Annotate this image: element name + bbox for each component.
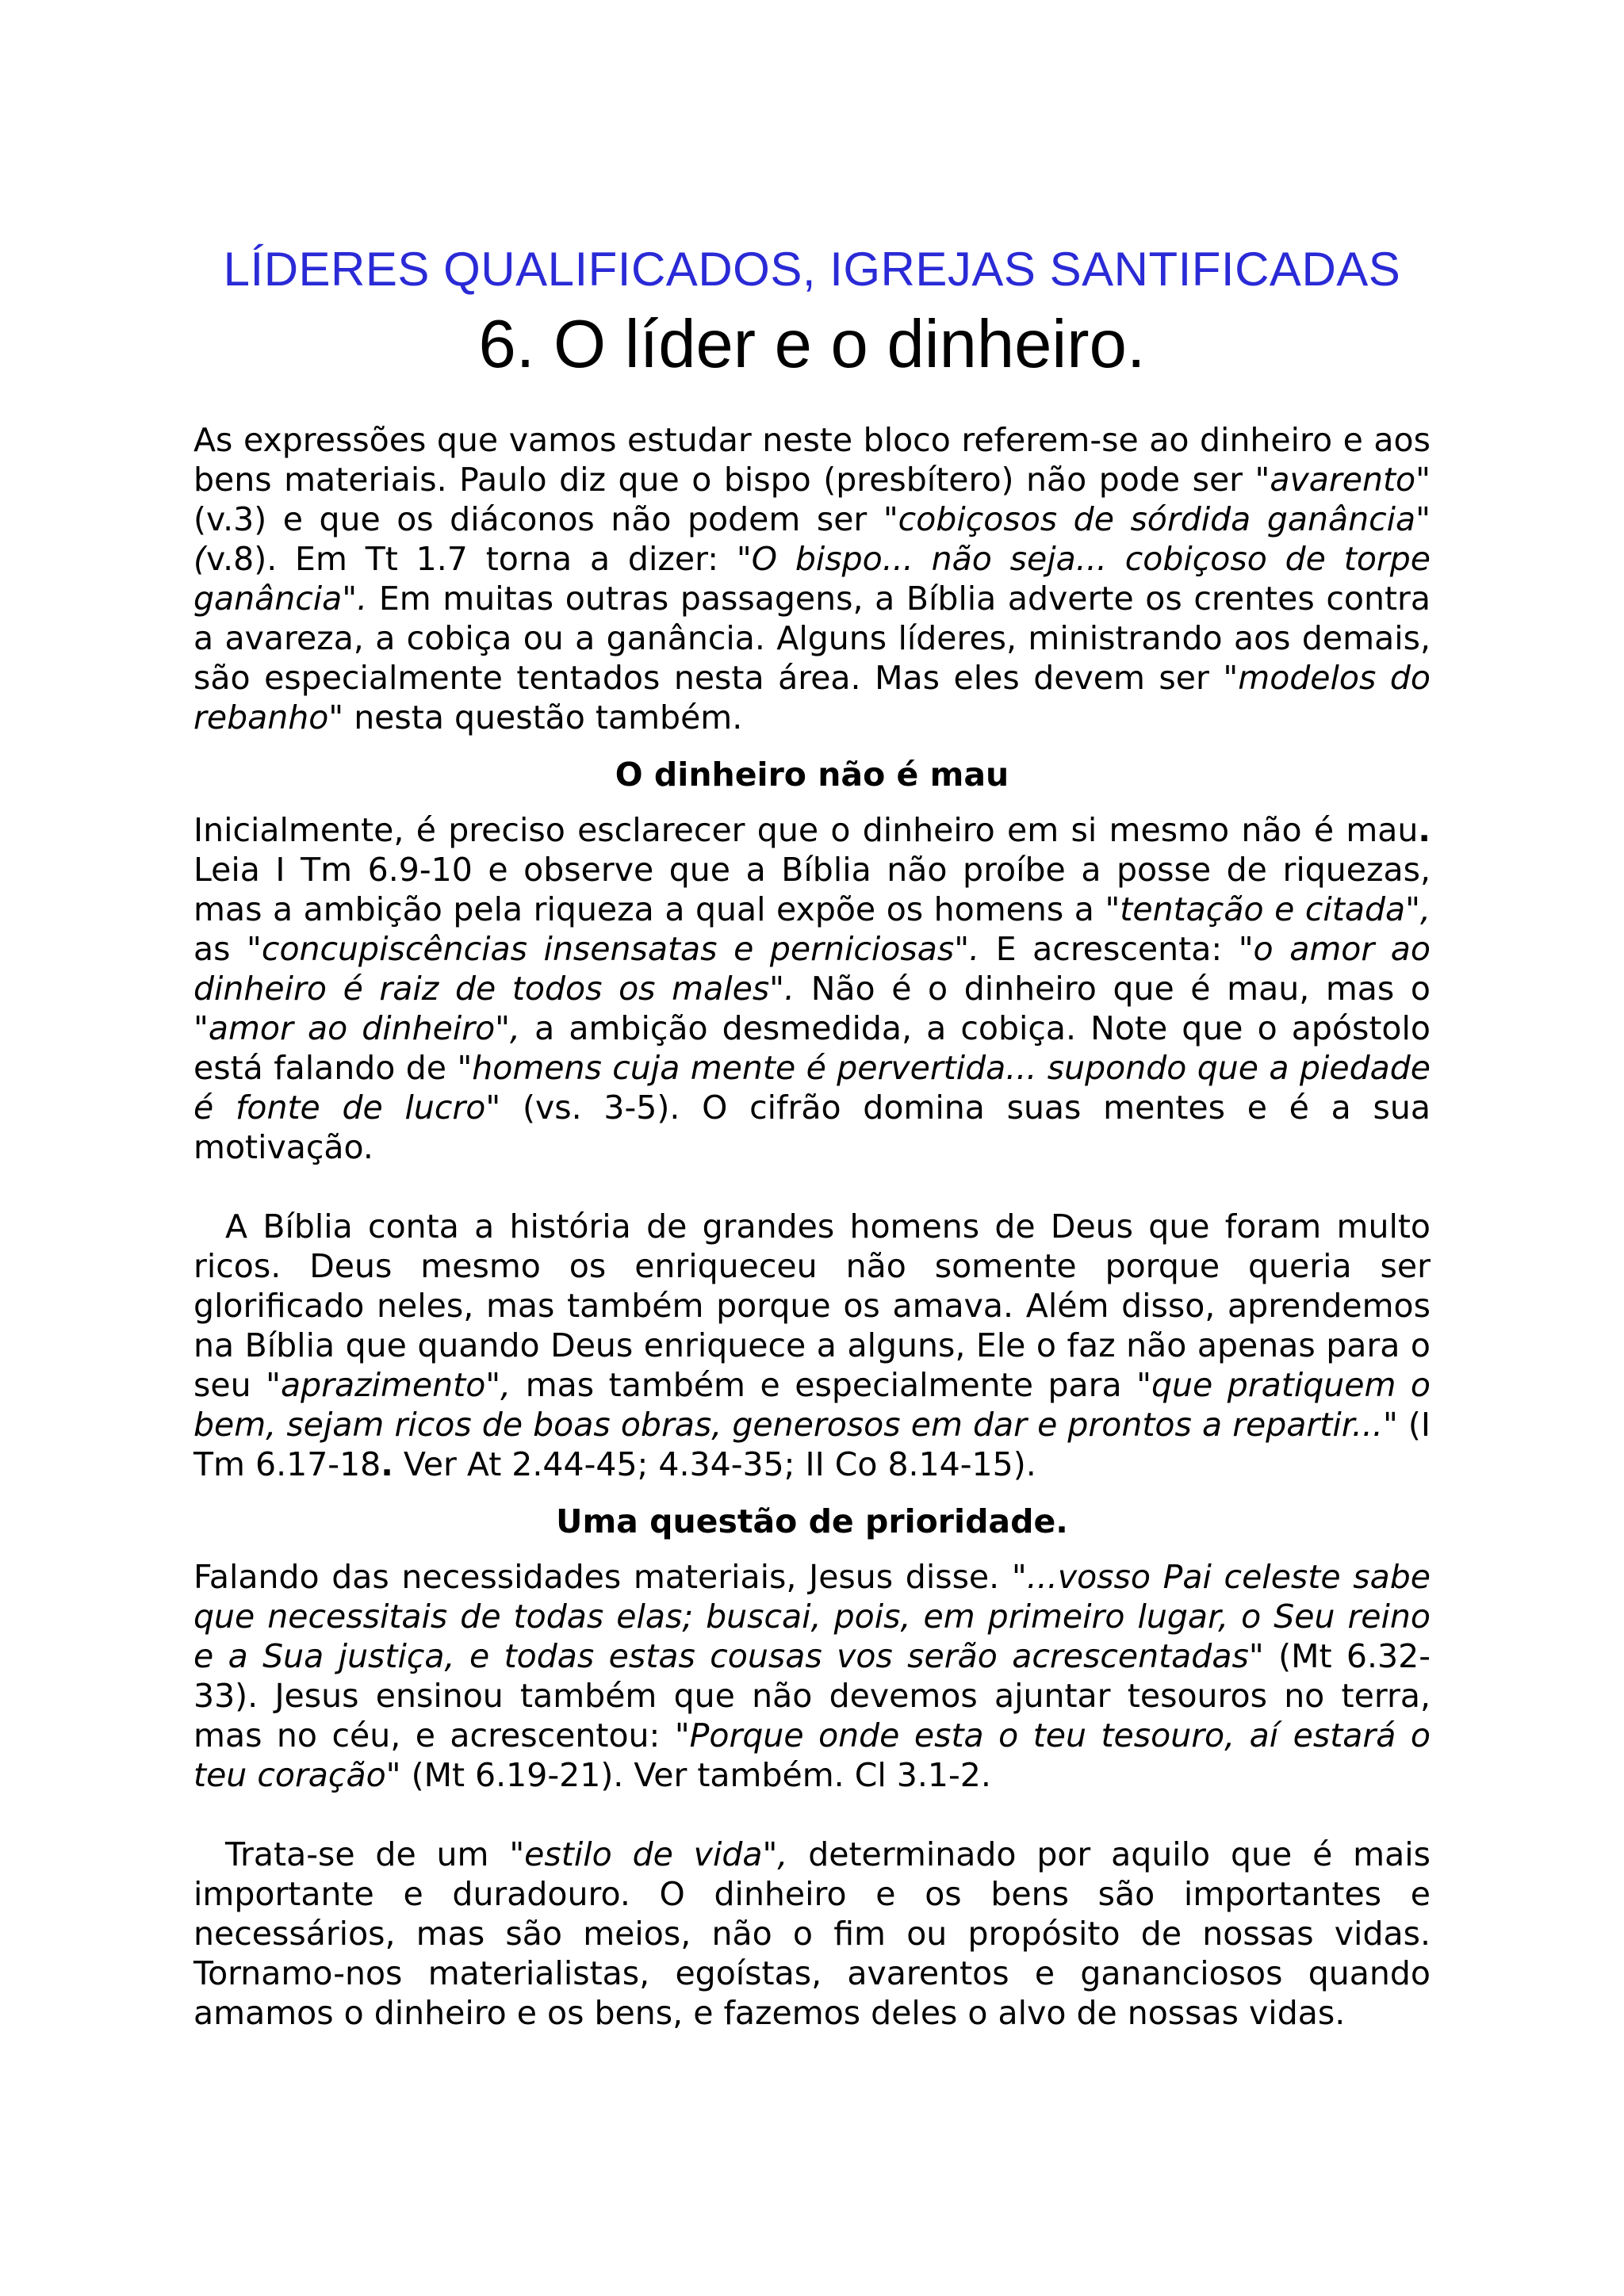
- text-span: (I Tm 6.17-18: [193, 1406, 1431, 1483]
- text-span: Leia I Tm 6.9-10 e observe que a Bíblia não proíbe a posse de riquezas, mas a ambição pela riqueza a qual expõe os homens a: [193, 851, 1431, 928]
- paragraph-gap: [193, 1167, 1431, 1207]
- quote-span: "...vosso Pai celeste sabe que necessitais de todas elas; buscai, pois, em primeiro lugar, o Seu reino e a Sua justiça, e todas estas cousas vos serão acrescentadas: [193, 1558, 1431, 1675]
- quote-span: "concupiscências insensatas e perniciosas".: [247, 930, 980, 968]
- text-span: Inicialmente, é preciso esclarecer que o dinheiro em si mesmo não é mau: [193, 811, 1419, 849]
- quote-span: "o amor ao dinheiro é raiz de todos os males".: [193, 930, 1431, 1008]
- quote-span: "amor ao dinheiro",: [193, 1009, 521, 1047]
- text-span: " (Mt 6.32-33). Jesus ensinou também que não devemos ajuntar tesouros no terra, mas no céu, e acrescentou:: [193, 1637, 1431, 1755]
- lesson-title: 6. O líder e o dinheiro.: [478, 307, 1146, 382]
- text-span: A Bíblia conta a história de grandes homens de Deus que foram multo ricos. Deus mesmo os enriqueceu não somente porque queria ser glorificado neles, mas também porque os amava. Além disso, aprendemos na Bíblia que quando Deus enriquece a alguns, Ele o faz não apenas para o seu: [193, 1207, 1431, 1404]
- quote-span: "homens cuja mente é pervertida... supondo que a piedade é fonte de lucro": [193, 1049, 1431, 1127]
- paragraph-money-not-evil: [193, 810, 1431, 1167]
- section-heading-money-not-evil: O dinheiro não é mau: [615, 756, 1009, 794]
- quote-span: "que pratiquem o bem, sejam ricos de boas obras, generosos em dar e prontos a repartir...": [193, 1366, 1431, 1444]
- quote-span: "modelos do rebanho": [193, 659, 1431, 737]
- text-span: a ambição desmedida, a cobiça. Note que o apóstolo está falando de: [193, 1009, 1431, 1087]
- bold-span: .: [1418, 811, 1431, 849]
- quote-span: "tentação e citada",: [1105, 890, 1431, 928]
- bold-span: .: [381, 1445, 393, 1483]
- paragraph-lifestyle: [193, 1835, 1431, 2033]
- quote-span: "cobiçosos de sórdida ganância" (: [193, 500, 1431, 578]
- text-span: mas também e especialmente para: [511, 1366, 1137, 1404]
- text-span: Não é o dinheiro que é mau, mas o: [795, 970, 1431, 1008]
- quote-span: "O bispo... não seja... cobiçoso de torpe ganância".: [193, 540, 1431, 618]
- paragraph-intro: [193, 420, 1431, 737]
- quote-span: "estilo de vida",: [509, 1835, 788, 1873]
- paragraph-rich-men: [193, 1207, 1431, 1484]
- paragraph-priority: [193, 1557, 1431, 1795]
- text-span: E acrescenta:: [979, 930, 1239, 968]
- text-span: Ver At 2.44-45; 4.34-35; II Co 8.14-15).: [393, 1445, 1036, 1483]
- text-span: Em muitas outras passagens, a Bíblia adverte os crentes contra a avareza, a cobiça ou a ganância. Alguns líderes, ministrando aos demais, são especialmente tentados nesta área. Mas eles devem ser: [193, 580, 1431, 697]
- text-span: as: [193, 930, 247, 968]
- paragraph-gap: [193, 1795, 1431, 1835]
- text-span: nesta questão também.: [343, 698, 743, 737]
- text-span: As expressões que vamos estudar neste bloco referem-se ao dinheiro e aos bens materiais. Paulo diz que o bispo (presbítero) não pode ser ": [193, 421, 1431, 499]
- quote-span: "aprazimento",: [266, 1366, 511, 1404]
- quote-span: avarento": [1270, 461, 1431, 499]
- text-span: Falando das necessidades materiais, Jesus disse.: [193, 1558, 1012, 1596]
- series-title: LÍDERES QUALIFICADOS, IGREJAS SANTIFICADAS: [223, 243, 1401, 296]
- section-heading-priority: Uma questão de prioridade.: [556, 1502, 1068, 1540]
- text-span: determinado por aquilo que é mais importante e duradouro. O dinheiro e os bens são importantes e necessários, mas são meios, não o fim ou propósito de nossas vidas. Tornamo-nos materialistas, egoístas, avarentos e gananciosos quando amamos o dinheiro e os bens, e fazemos deles o alvo de nossas vidas.: [193, 1835, 1431, 2032]
- text-span: (vs. 3-5). O cifrão domina suas mentes e é a sua motivação.: [193, 1089, 1431, 1166]
- text-span: (Mt 6.19-21). Ver também. Cl 3.1-2.: [400, 1756, 991, 1794]
- text-span: v.8). Em Tt 1.7 torna a dizer:: [206, 540, 737, 578]
- text-span: Trata-se de um: [225, 1835, 510, 1873]
- quote-span: "Porque onde esta o teu tesouro, aí estará o teu coração": [193, 1716, 1431, 1794]
- text-span: (v.3) e que os diáconos não podem ser: [193, 500, 883, 538]
